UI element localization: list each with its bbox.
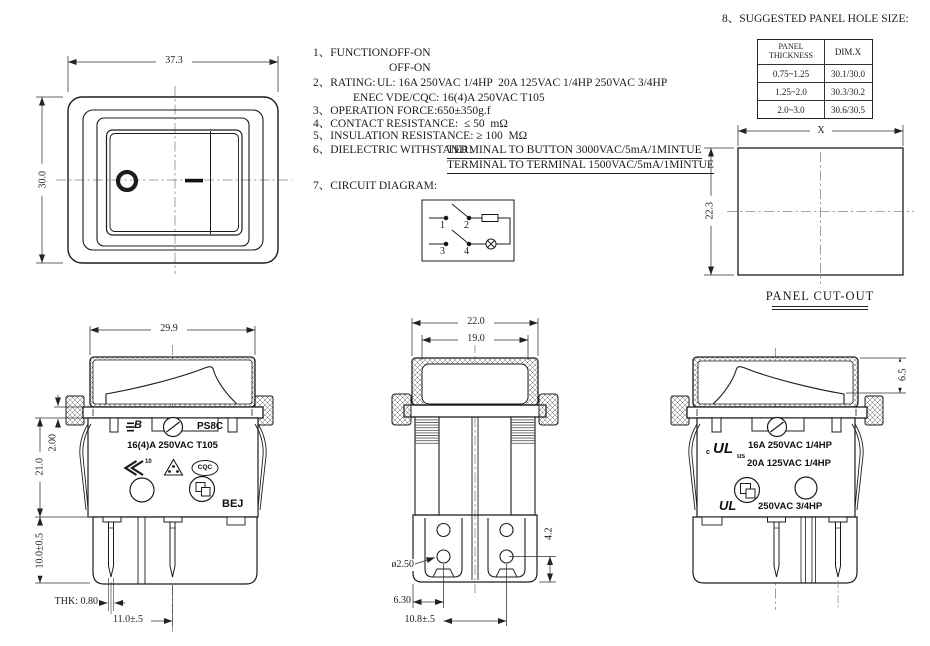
- cutout-dim-x: X: [810, 125, 832, 137]
- rating-marking-3: 250VAC 3/4HP: [758, 501, 823, 512]
- end-dim-edge: 6.30: [379, 595, 412, 607]
- header-panel-thickness-line1: PANEL: [778, 42, 804, 52]
- note-function-value2: OFF-ON: [389, 62, 431, 74]
- cell-dimx-3: 30.6/30.5: [830, 104, 865, 115]
- end-dim-outer: 22.0: [458, 316, 494, 328]
- note-contact-resistance: 4、CONTACT RESISTANCE: ≤ 50 mΩ: [313, 118, 508, 130]
- circuit-terminal-2: 2: [464, 220, 469, 231]
- cutout-underline-1: [772, 306, 868, 307]
- cell-dimx-2: 30.3/30.2: [830, 86, 865, 97]
- side-dim-panel: 2.00: [47, 428, 59, 458]
- side-dim-body: 21.0: [34, 452, 46, 482]
- side-dim-width: 29.9: [151, 323, 187, 335]
- note-rating-value1: UL: 16A 250VAC 1/4HP 20A 125VAC 1/4HP 250VAC 3/4HP: [377, 77, 668, 89]
- panel-cutout-drawing: [704, 125, 914, 284]
- side-view-right-drawing: [671, 348, 906, 610]
- ul-mark-main: UL: [713, 440, 733, 457]
- cutout-underline-2: [772, 309, 868, 310]
- header-dim-x: DIM.X: [834, 47, 862, 57]
- note-function-value1: OFF-ON: [389, 47, 431, 59]
- table-row: [758, 82, 872, 100]
- table-row: [758, 64, 872, 82]
- ul-mark-second: UL: [719, 498, 737, 513]
- header-panel-thickness-line2: THICKNESS: [768, 51, 813, 60]
- circuit-terminal-1: 1: [440, 220, 445, 231]
- front-dim-height: 30.0: [37, 164, 49, 196]
- note-dielectric-value1: TERMINAL TO BUTTON 3000VAC/5mA/1MINTUE: [447, 144, 702, 159]
- panel-hole-table: [757, 39, 873, 119]
- note-function-label: 1、FUNCTION:: [313, 47, 392, 59]
- note-rating-value2: ENEC VDE/CQC: 16(4)A 250VAC T105: [353, 92, 545, 104]
- cutout-dim-height: 22.3: [704, 196, 716, 226]
- end-dim-inner: 19.0: [458, 333, 494, 345]
- side-dim-pitch: 11.0±.5: [105, 614, 151, 626]
- ul-mark-us: us: [737, 453, 746, 460]
- front-dim-width: 37.3: [156, 55, 192, 67]
- note-operation-force: 3、OPERATION FORCE:650±350g.f: [313, 105, 491, 117]
- circuit-terminal-3: 3: [440, 246, 445, 257]
- rating-marking: 16(4)A 250VAC T105: [127, 440, 218, 451]
- brand-label: BEJ: [222, 498, 244, 510]
- brand-logo-b: B: [134, 419, 142, 431]
- cell-thickness-3: 2.0~3.0: [758, 101, 825, 118]
- end-dim-hole: ø2.50: [381, 559, 415, 571]
- end-dim-pitch: 10.8±.5: [384, 614, 436, 626]
- rating-marking-1: 16A 250VAC 1/4HP: [748, 440, 832, 451]
- panel-hole-title: 8、SUGGESTED PANEL HOLE SIZE:: [722, 13, 909, 25]
- note-circuit-label: 7、CIRCUIT DIAGRAM:: [313, 180, 438, 192]
- cqc-mark-label: CQC: [197, 464, 213, 471]
- model-label: PS8C: [197, 421, 224, 432]
- end-view-drawing: [392, 318, 558, 626]
- rating-marking-2: 20A 125VAC 1/4HP: [747, 458, 831, 469]
- cell-dimx-1: 30.1/30.0: [830, 68, 865, 79]
- front-view-drawing: [36, 56, 292, 274]
- table-header-row: [758, 40, 872, 64]
- note-insulation-resistance: 5、INSULATION RESISTANCE: ≥ 100 MΩ: [313, 130, 528, 142]
- panel-cutout-label: PANEL CUT-OUT: [765, 289, 875, 303]
- side-dim-terminal: 10.0±0.5: [34, 526, 46, 576]
- enec-number: 10: [145, 459, 152, 465]
- cell-thickness-1: 0.75~1.25: [758, 65, 825, 82]
- side-view-left-drawing: [35, 326, 273, 632]
- note-dielectric-label: 6、DIELECTRIC WITHSTAND :: [313, 144, 474, 156]
- note-dielectric-value2: TERMINAL TO TERMINAL 1500VAC/5mA/1MINTUE: [447, 159, 714, 174]
- cell-thickness-2: 1.25~2.0: [758, 83, 825, 100]
- note-rating-label: 2、RATING:: [313, 77, 376, 89]
- ul-mark-c: c: [706, 449, 710, 456]
- side-dim-thk: THK: 0.80: [42, 596, 99, 608]
- end-dim-hole-bottom: 4.2: [543, 522, 555, 546]
- table-row: [758, 100, 872, 118]
- circuit-terminal-4: 4: [464, 246, 469, 257]
- side2-dim-rocker: 6.5: [897, 362, 909, 388]
